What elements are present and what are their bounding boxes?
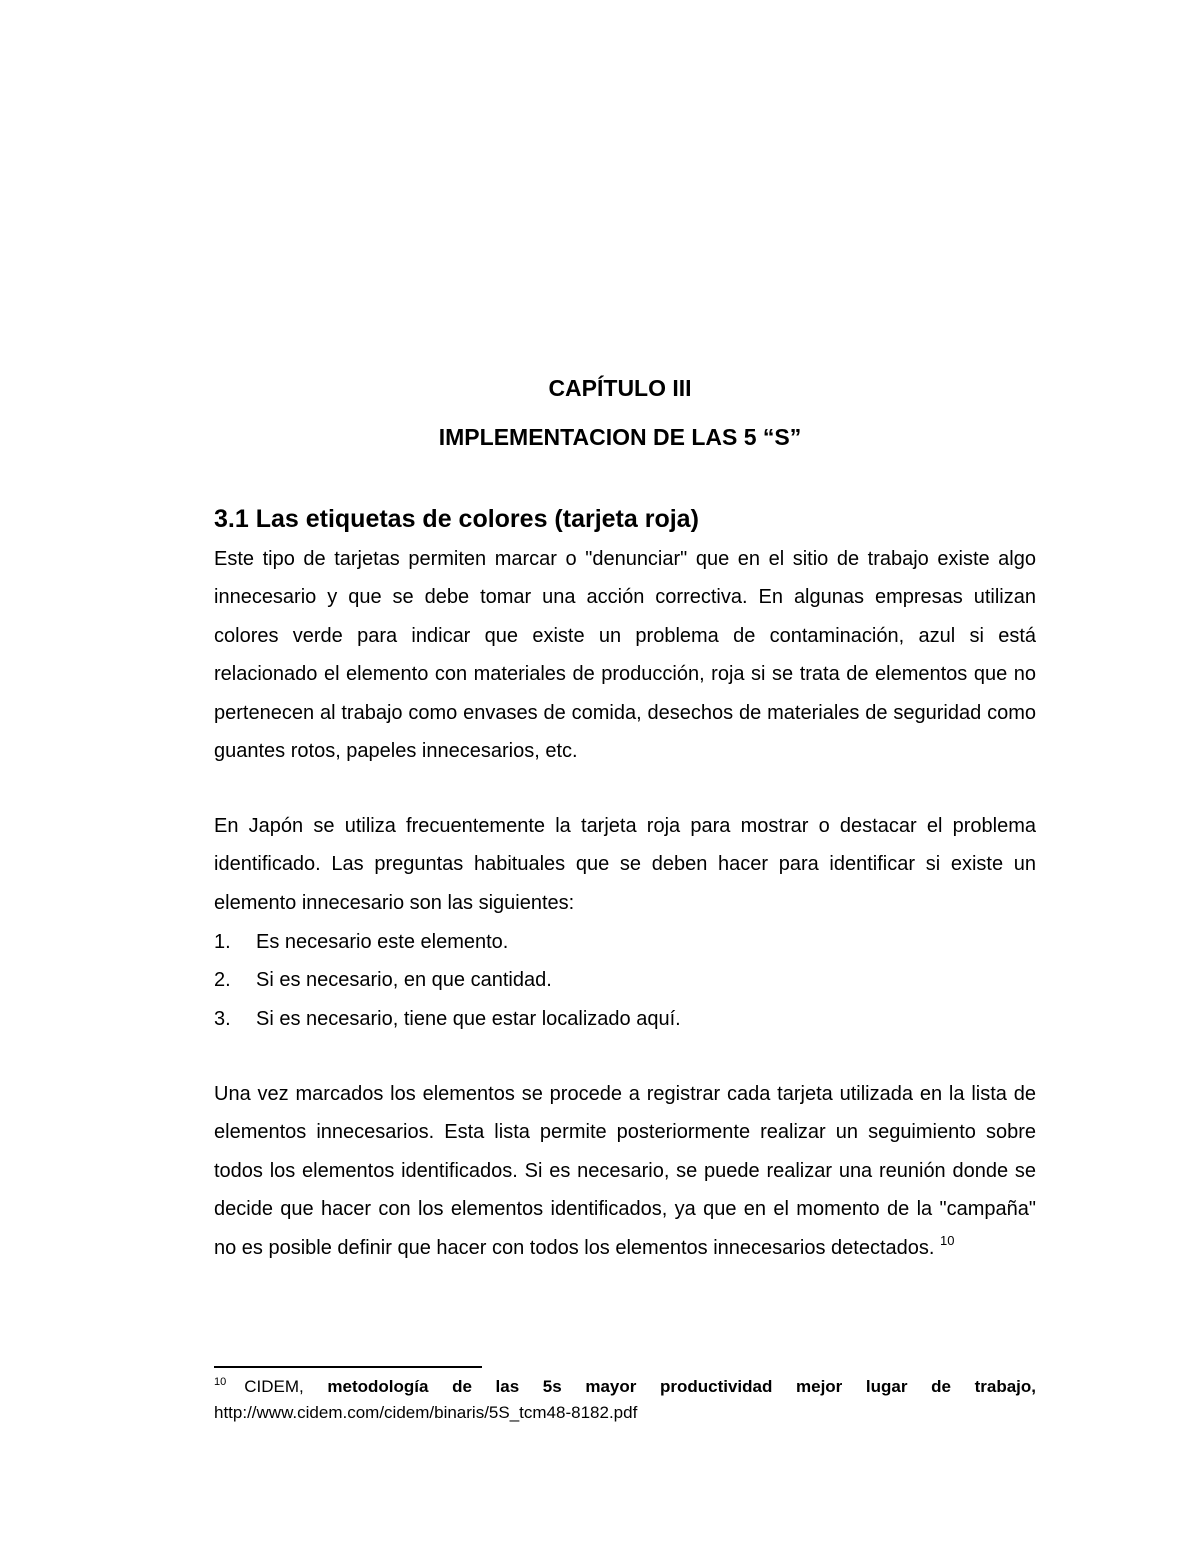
footnote-divider bbox=[214, 1366, 482, 1368]
footnote bbox=[214, 1374, 1036, 1426]
footnote-source: CIDEM, bbox=[244, 1377, 328, 1396]
footnote-title: metodología de las 5s mayor productividad mejor lugar de trabajo, bbox=[327, 1377, 1036, 1396]
list-item bbox=[214, 923, 1036, 961]
footnote-number: 10 bbox=[214, 1376, 227, 1388]
list-item-text: Si es necesario, en que cantidad. bbox=[256, 969, 552, 992]
list-item-number: 3. bbox=[214, 1007, 231, 1030]
list-item-text: Si es necesario, tiene que estar localizado aquí. bbox=[256, 1007, 681, 1030]
list-item-text: Es necesario este elemento. bbox=[256, 931, 509, 953]
section-heading: 3.1 Las etiquetas de colores (tarjeta roja) bbox=[214, 505, 699, 533]
footnote-url[interactable]: http://www.cidem.com/cidem/binaris/5S_tcm48-8182.pdf bbox=[214, 1403, 638, 1422]
list-item bbox=[214, 961, 1036, 999]
questions-list bbox=[214, 923, 1036, 1038]
list-item-number: 1. bbox=[214, 931, 231, 953]
paragraph-red-tag-intro: Este tipo de tarjetas permiten marcar o "denunciar" que en el sitio de trabajo existe algo innecesario y que se debe tomar una acción correctiva. En algunas empresas utilizan colores verde para indicar que existe un problema de contaminación, azul si está relacionado el elemento con materiales de producción, roja si se trata de elementos que no pertenecen al trabajo como envases de comida, desechos de materiales de seguridad como guantes rotos, papeles innecesarios, etc. bbox=[214, 548, 1036, 763]
chapter-label: CAPÍTULO III bbox=[548, 375, 692, 401]
paragraph-registration bbox=[214, 1075, 1036, 1267]
list-item bbox=[214, 1000, 1036, 1038]
chapter-title: IMPLEMENTACION DE LAS 5 “S” bbox=[438, 424, 802, 450]
paragraph-registration-text: Una vez marcados los elementos se procede a registrar cada tarjeta utilizada en la lista de elementos innecesarios. Esta lista permite posteriormente realizar un seguimiento sobre todos los elementos identificados. Si es necesario, se puede realizar una reunión donde se decide que hacer con los elementos identificados, ya que en el momento de la "campaña" no es posible definir que hacer con todos los elementos innecesarios detectados. bbox=[214, 1083, 1036, 1259]
footnote-reference[interactable]: 10 bbox=[940, 1232, 955, 1248]
paragraph-japan-usage: En Japón se utiliza frecuentemente la tarjeta roja para mostrar o destacar el problema identificado. Las preguntas habituales que se deben hacer para identificar si existe un elemento innecesario son las siguientes: bbox=[214, 815, 1036, 914]
list-item-number: 2. bbox=[214, 969, 231, 992]
